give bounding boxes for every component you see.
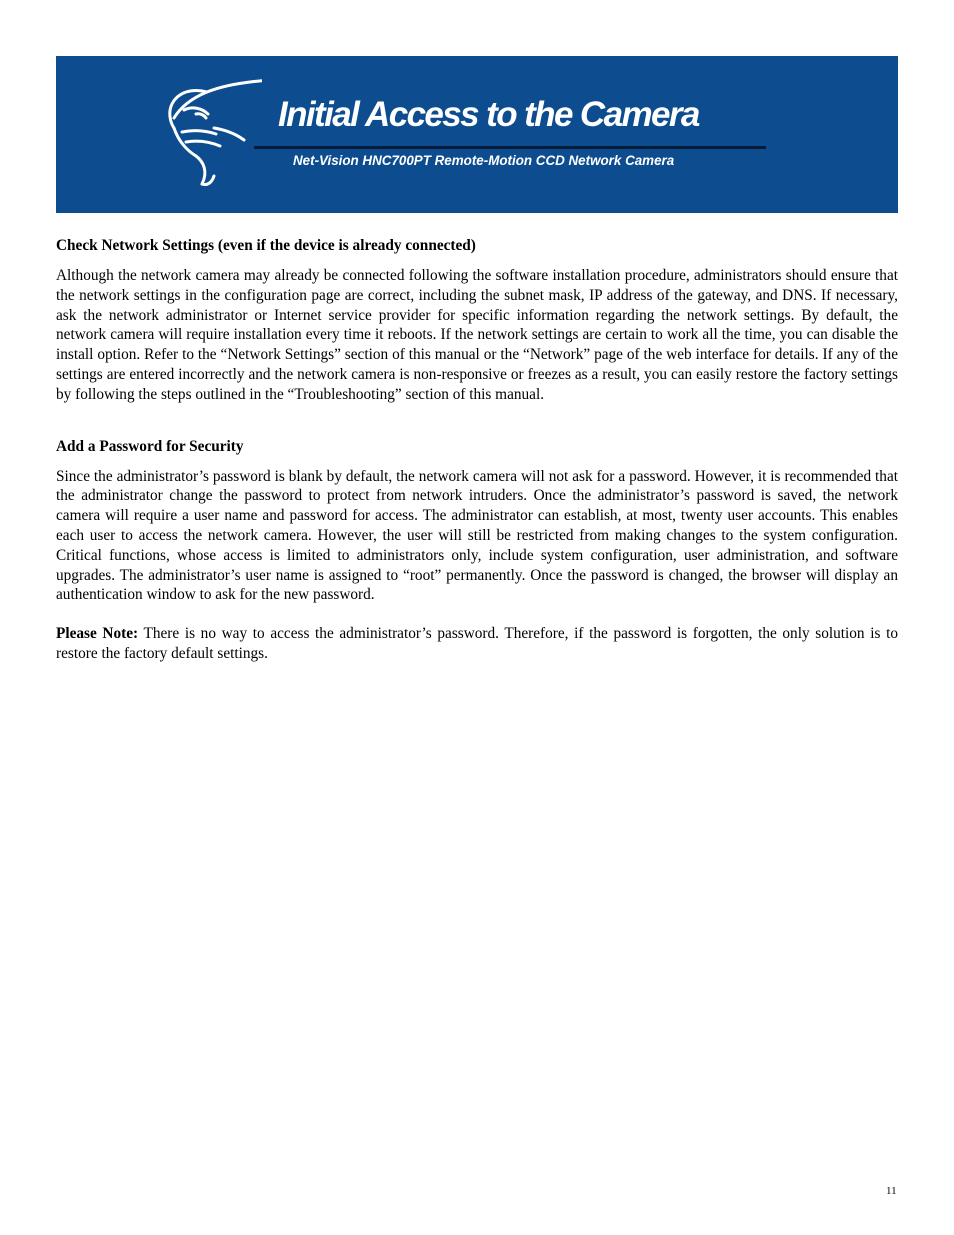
note-label: Please Note: [56, 625, 139, 643]
banner-title: Initial Access to the Camera [278, 95, 699, 134]
section-body-network-settings: Although the network camera may already be connected following the software installation procedure, administrators should ensure that the network settings in the configuration page are correct, including the subnet mask, IP address of the gateway, and DNS. If necessary, ask the network administrator or Internet service provider for specific information regarding the network settings. By default, the network camera will require installation every time it reboots. If the network settings are certain to work all the time, you can disable the install option. Refer to the “Network Settings” section of this manual or the “Network” page of the web interface for details. If any of the settings are entered incorrectly and the network camera is non-responsive or freezes as a result, you can easily restore the factory settings by following the steps outlined in the “Troubleshooting” section of this manual. [56, 267, 898, 403]
page-number: 11 [886, 1185, 897, 1197]
section-body-password: Since the administrator’s password is blank by default, the network camera will not ask for a password. However, it is recommended that the administrator change the password to protect from network intruders. Once the administrator’s password is saved, the network camera will require a user name and password for access. The administrator can establish, at most, twenty user accounts. This enables each user to access the network camera. However, the user will still be restricted from making changes to the system configuration. Critical functions, whose access is limited to administrators only, include system configuration, user administration, and software upgrades. The administrator’s user name is assigned to “root” permanently. Once the password is changed, the browser will display an authentication window to ask for the new password. [56, 467, 898, 604]
section-heading-password: Add a Password for Security [56, 437, 244, 455]
banner-divider [254, 146, 766, 149]
document-body [56, 236, 898, 664]
eagle-head-logo-icon [112, 70, 262, 192]
note-paragraph [56, 624, 898, 664]
banner-subtitle: Net-Vision HNC700PT Remote-Motion CCD Network Camera [293, 153, 675, 168]
section-heading-network-settings: Check Network Settings (even if the device is already connected) [56, 237, 476, 254]
note-text: There is no way to access the administrator’s password. Therefore, if the password is forgotten, the only solution is to restore the factory default settings. [56, 625, 898, 662]
